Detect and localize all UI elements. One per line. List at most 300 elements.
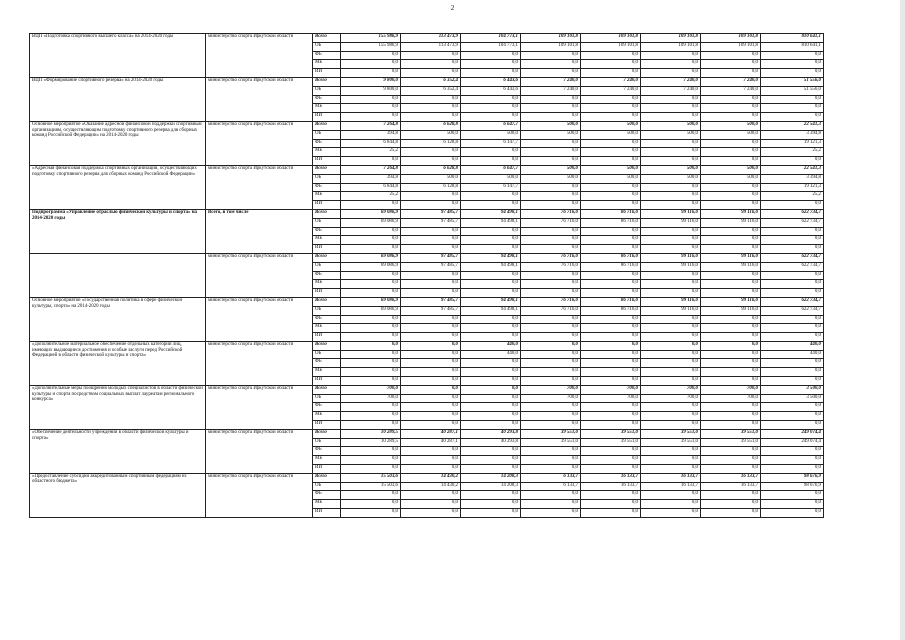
year-amount-cell: 0,0 [521,113,581,122]
year-amount-cell: 94 498,1 [461,297,521,306]
funding-source-cell: ФБ [313,95,341,104]
year-amount-cell: 0,0 [461,201,521,210]
total-amount-cell: 3 394,8 [761,174,824,183]
executor-cell: министерство спорта Иркутской области [206,34,313,78]
funding-source-cell: ИИ [313,157,341,166]
year-amount-cell: 0,0 [521,421,581,430]
year-amount-cell: 0,0 [521,456,581,465]
total-amount-cell: 0,0 [761,201,824,210]
funding-source-cell: ИИ [313,201,341,210]
year-amount-cell: 6 844,8 [341,183,401,192]
year-amount-cell: 99 116,0 [641,262,701,271]
year-amount-cell: 0,0 [581,289,641,298]
year-amount-cell: 0,0 [701,95,761,104]
year-amount-cell: 0,0 [401,500,461,509]
year-amount-cell: 0,0 [401,385,461,394]
year-amount-cell: 0,0 [581,157,641,166]
year-amount-cell: 0,0 [461,447,521,456]
year-amount-cell: 0,0 [521,183,581,192]
year-amount-cell: 113 473,9 [401,42,461,51]
year-amount-cell: 700,0 [521,394,581,403]
year-amount-cell: 0,0 [401,421,461,430]
year-amount-cell: 0,0 [401,236,461,245]
executor-cell: министерство спорта Иркутской области [206,429,313,473]
year-amount-cell: 104 773,1 [461,42,521,51]
year-amount-cell: 16 133,7 [641,482,701,491]
year-amount-cell: 0,0 [521,403,581,412]
year-amount-cell: 0,0 [701,271,761,280]
year-amount-cell: 0,0 [341,341,401,350]
year-amount-cell: 0,0 [461,368,521,377]
year-amount-cell: 69 086,9 [341,262,401,271]
year-amount-cell: 6 647,7 [461,165,521,174]
program-name-cell: Подпрограмма «Управление отраслью физической культуры и спорта» на 2014-2020 годы [30,209,206,253]
year-amount-cell: 76 716,0 [521,297,581,306]
year-amount-cell: 0,0 [401,271,461,280]
funding-source-cell: МБ [313,148,341,157]
year-amount-cell: 0,0 [641,104,701,113]
year-amount-cell: 0,0 [461,359,521,368]
year-amount-cell: 440,0 [461,341,521,350]
year-amount-cell: 0,0 [581,271,641,280]
year-amount-cell: 109 101,8 [701,34,761,43]
year-amount-cell: 0,0 [701,465,761,474]
year-amount-cell: 0,0 [701,341,761,350]
year-amount-cell: 0,0 [401,447,461,456]
year-amount-cell: 7 240,0 [521,77,581,86]
year-amount-cell: 0,0 [521,280,581,289]
year-amount-cell: 76 716,0 [521,218,581,227]
year-amount-cell: 0,0 [341,456,401,465]
year-amount-cell: 0,0 [401,412,461,421]
total-amount-cell: 810 641,1 [761,42,824,51]
funding-source-cell: ИИ [313,333,341,342]
year-amount-cell: 0,0 [521,412,581,421]
table-row [30,209,824,218]
year-amount-cell: 109 101,8 [581,42,641,51]
year-amount-cell: 0,0 [341,51,401,60]
year-amount-cell: 99 116,0 [701,306,761,315]
year-amount-cell: 7 240,0 [521,86,581,95]
funding-source-cell: МБ [313,280,341,289]
year-amount-cell: 0,0 [461,236,521,245]
year-amount-cell: 7 240,0 [581,77,641,86]
year-amount-cell: 0,0 [401,245,461,254]
year-amount-cell: 9 800,0 [341,86,401,95]
funding-source-cell: ФБ [313,447,341,456]
year-amount-cell: 7 264,8 [341,121,401,130]
year-amount-cell: 0,0 [581,51,641,60]
funding-source-cell: ФБ [313,403,341,412]
year-amount-cell: 0,0 [341,324,401,333]
year-amount-cell: 0,0 [701,236,761,245]
total-amount-cell: 0,0 [761,157,824,166]
year-amount-cell: 0,0 [461,324,521,333]
year-amount-cell: 0,0 [641,447,701,456]
year-amount-cell: 500,0 [581,130,641,139]
year-amount-cell: 7 240,0 [641,86,701,95]
year-amount-cell: 97 485,7 [401,306,461,315]
funding-source-cell: ОБ [313,174,341,183]
year-amount-cell: 7 240,0 [581,86,641,95]
year-amount-cell: 97 485,7 [401,253,461,262]
year-amount-cell: 0,0 [581,280,641,289]
funding-source-cell: Всего [313,297,341,306]
year-amount-cell: 0,0 [701,368,761,377]
total-amount-cell: 0,0 [761,447,824,456]
year-amount-cell: 16 133,7 [701,482,761,491]
year-amount-cell: 0,0 [341,201,401,210]
year-amount-cell: 0,0 [401,491,461,500]
year-amount-cell: 0,0 [701,324,761,333]
year-amount-cell: 0,0 [341,280,401,289]
total-amount-cell: 622 734,7 [761,218,824,227]
year-amount-cell: 86 716,0 [581,218,641,227]
year-amount-cell: 500,0 [701,174,761,183]
year-amount-cell: 0,0 [701,350,761,359]
year-amount-cell: 0,0 [641,333,701,342]
year-amount-cell: 0,0 [701,157,761,166]
year-amount-cell: 69 086,9 [341,209,401,218]
year-amount-cell: 16 133,7 [581,473,641,482]
year-amount-cell: 10 289,5 [341,438,401,447]
year-amount-cell: 700,0 [521,385,581,394]
executor-cell: Всего, в том числе [206,209,313,253]
year-amount-cell: 500,0 [581,165,641,174]
year-amount-cell: 500,0 [701,130,761,139]
year-amount-cell: 0,0 [701,359,761,368]
year-amount-cell: 0,0 [401,192,461,201]
funding-source-cell: МБ [313,192,341,201]
year-amount-cell: 0,0 [461,192,521,201]
year-amount-cell: 40 287,1 [401,438,461,447]
total-amount-cell: 0,0 [761,377,824,386]
year-amount-cell: 0,0 [341,359,401,368]
year-amount-cell: 0,0 [461,60,521,69]
year-amount-cell: 500,0 [581,174,641,183]
year-amount-cell: 0,0 [641,324,701,333]
year-amount-cell: 39 551,0 [641,429,701,438]
program-name-cell: «Предоставление субсидий аккредитованным спортивным федерациям из областного бюджета» [30,473,206,517]
year-amount-cell: 0,0 [701,412,761,421]
year-amount-cell: 0,0 [581,227,641,236]
year-amount-cell: 700,0 [641,385,701,394]
year-amount-cell: 0,0 [341,509,401,518]
year-amount-cell: 0,0 [641,456,701,465]
year-amount-cell: 86 716,0 [581,253,641,262]
year-amount-cell: 0,0 [701,315,761,324]
total-amount-cell: 0,0 [761,95,824,104]
year-amount-cell: 0,0 [461,509,521,518]
year-amount-cell: 0,0 [581,69,641,78]
year-amount-cell: 0,0 [581,192,641,201]
year-amount-cell: 0,0 [521,368,581,377]
year-amount-cell: 0,0 [581,104,641,113]
funding-source-cell: МБ [313,324,341,333]
year-amount-cell: 94 498,1 [461,262,521,271]
year-amount-cell: 500,0 [521,121,581,130]
year-amount-cell: 6 147,7 [461,139,521,148]
year-amount-cell: 500,0 [521,130,581,139]
funding-source-cell: ОБ [313,482,341,491]
year-amount-cell: 6 352,4 [401,86,461,95]
year-amount-cell: 500,0 [641,165,701,174]
executor-cell: министерство спорта Иркутской области [206,77,313,121]
total-amount-cell: 0,0 [761,368,824,377]
year-amount-cell: 0,0 [461,271,521,280]
year-amount-cell: 0,0 [641,403,701,412]
year-amount-cell: 0,0 [401,201,461,210]
year-amount-cell: 155 986,9 [341,42,401,51]
year-amount-cell: 0,0 [581,350,641,359]
year-amount-cell: 0,0 [461,104,521,113]
year-amount-cell: 0,0 [521,104,581,113]
year-amount-cell: 109 101,8 [641,34,701,43]
year-amount-cell: 94 498,1 [461,306,521,315]
total-amount-cell: 622 734,7 [761,253,824,262]
total-amount-cell: 3 500,0 [761,385,824,394]
year-amount-cell: 0,0 [401,324,461,333]
year-amount-cell: 0,0 [581,377,641,386]
year-amount-cell: 0,0 [701,280,761,289]
year-amount-cell: 99 116,0 [701,209,761,218]
year-amount-cell: 0,0 [701,509,761,518]
funding-source-cell: ИИ [313,509,341,518]
year-amount-cell: 0,0 [701,333,761,342]
year-amount-cell: 0,0 [701,245,761,254]
year-amount-cell: 500,0 [581,121,641,130]
year-amount-cell: 0,0 [461,69,521,78]
program-name-cell: «Дополнительное материальное обеспечение отдельных категорий лиц, имеющих выдающиеся достижения и особые заслуги перед Российской Федерацией в области физической культуры и спорта» [30,341,206,385]
year-amount-cell: 0,0 [581,421,641,430]
year-amount-cell: 40 293,8 [461,438,521,447]
year-amount-cell: 16 133,7 [581,482,641,491]
year-amount-cell: 0,0 [701,447,761,456]
funding-source-cell: ИИ [313,69,341,78]
year-amount-cell: 16 133,7 [641,473,701,482]
year-amount-cell: 0,0 [641,201,701,210]
program-name-cell: Основное мероприятие «Оказание адресной финансовой поддержки спортивным организациям, осуществляющим подготовку спортивного резерва для сборных команд Российской Федерации» на 2014-2020 годы [30,121,206,165]
year-amount-cell: 10 289,5 [341,429,401,438]
year-amount-cell: 97 485,7 [401,209,461,218]
year-amount-cell: 16 133,7 [701,473,761,482]
year-amount-cell: 40 287,1 [401,429,461,438]
total-amount-cell: 51 556,0 [761,86,824,95]
year-amount-cell: 0,0 [641,465,701,474]
year-amount-cell: 700,0 [581,385,641,394]
year-amount-cell: 39 551,0 [701,429,761,438]
year-amount-cell: 0,0 [341,245,401,254]
funding-source-cell: МБ [313,104,341,113]
year-amount-cell: 0,0 [341,315,401,324]
total-amount-cell: 51 556,0 [761,77,824,86]
year-amount-cell: 0,0 [521,324,581,333]
year-amount-cell: 0,0 [401,51,461,60]
year-amount-cell: 0,0 [521,69,581,78]
year-amount-cell: 0,0 [701,60,761,69]
year-amount-cell: 0,0 [581,491,641,500]
year-amount-cell: 104 773,1 [461,34,521,43]
year-amount-cell: 0,0 [701,377,761,386]
year-amount-cell: 76 716,0 [521,209,581,218]
total-amount-cell: 622 734,7 [761,262,824,271]
year-amount-cell: 0,0 [521,201,581,210]
year-amount-cell: 500,0 [461,130,521,139]
total-amount-cell: 440,0 [761,350,824,359]
total-amount-cell: 19 121,3 [761,183,824,192]
funding-source-cell: Всего [313,385,341,394]
year-amount-cell: 0,0 [701,69,761,78]
year-amount-cell: 0,0 [581,113,641,122]
year-amount-cell: 500,0 [641,121,701,130]
year-amount-cell: 0,0 [521,465,581,474]
year-amount-cell: 0,0 [581,412,641,421]
year-amount-cell: 0,0 [641,491,701,500]
year-amount-cell: 0,0 [521,192,581,201]
scan-edge [900,0,905,640]
year-amount-cell: 700,0 [341,385,401,394]
year-amount-cell: 0,0 [461,113,521,122]
total-amount-cell: 25,2 [761,148,824,157]
table-row [30,77,824,86]
year-amount-cell: 0,0 [521,148,581,157]
funding-source-cell: ФБ [313,315,341,324]
year-amount-cell: 0,0 [641,421,701,430]
year-amount-cell: 109 101,8 [521,34,581,43]
year-amount-cell: 0,0 [641,245,701,254]
year-amount-cell: 109 101,8 [701,42,761,51]
year-amount-cell: 0,0 [641,509,701,518]
table-row [30,473,824,482]
year-amount-cell: 0,0 [521,341,581,350]
year-amount-cell: 0,0 [521,491,581,500]
executor-cell: министерство спорта Иркутской области [206,253,313,297]
program-name-cell: «Обеспечение деятельности учреждений в области физической культуры и спорта» [30,429,206,473]
year-amount-cell: 25,2 [341,148,401,157]
year-amount-cell: 0,0 [461,95,521,104]
table-row [30,429,824,438]
total-amount-cell: 0,0 [761,289,824,298]
year-amount-cell: 0,0 [641,69,701,78]
year-amount-cell: 700,0 [701,385,761,394]
year-amount-cell: 0,0 [641,192,701,201]
program-name-cell: ВЦП «Формирование спортивного резерва» на 2014-2020 годы [30,77,206,121]
year-amount-cell: 0,0 [521,333,581,342]
year-amount-cell: 0,0 [701,491,761,500]
year-amount-cell: 0,0 [401,95,461,104]
year-amount-cell: 0,0 [701,148,761,157]
year-amount-cell: 0,0 [641,183,701,192]
executor-cell: министерство спорта Иркутской области [206,165,313,209]
year-amount-cell: 700,0 [641,394,701,403]
total-amount-cell: 22 541,3 [761,121,824,130]
year-amount-cell: 500,0 [701,165,761,174]
year-amount-cell: 7 240,0 [641,77,701,86]
year-amount-cell: 0,0 [641,341,701,350]
year-amount-cell: 0,0 [341,271,401,280]
year-amount-cell: 0,0 [341,412,401,421]
total-amount-cell: 0,0 [761,51,824,60]
year-amount-cell: 0,0 [401,359,461,368]
year-amount-cell: 0,0 [341,157,401,166]
year-amount-cell: 97 485,7 [401,262,461,271]
total-amount-cell: 622 734,7 [761,306,824,315]
year-amount-cell: 94 498,1 [461,209,521,218]
year-amount-cell: 0,0 [521,289,581,298]
year-amount-cell: 0,0 [641,236,701,245]
year-amount-cell: 394,8 [341,174,401,183]
year-amount-cell: 0,0 [461,377,521,386]
total-amount-cell: 0,0 [761,359,824,368]
year-amount-cell: 0,0 [341,491,401,500]
year-amount-cell: 155 986,9 [341,34,401,43]
total-amount-cell: 0,0 [761,500,824,509]
year-amount-cell: 0,0 [521,500,581,509]
year-amount-cell: 0,0 [461,280,521,289]
total-amount-cell: 19 121,3 [761,139,824,148]
year-amount-cell: 0,0 [581,465,641,474]
year-amount-cell: 109 101,8 [521,42,581,51]
executor-cell: министерство спорта Иркутской области [206,121,313,165]
year-amount-cell: 0,0 [521,245,581,254]
year-amount-cell: 0,0 [701,51,761,60]
year-amount-cell: 14 208,3 [461,473,521,482]
year-amount-cell: 6 147,7 [461,183,521,192]
year-amount-cell: 0,0 [581,456,641,465]
year-amount-cell: 0,0 [401,377,461,386]
executor-cell: министерство спорта Иркутской области [206,297,313,341]
executor-cell: министерство спорта Иркутской области [206,385,313,429]
total-amount-cell: 3 394,8 [761,130,824,139]
year-amount-cell: 99 116,0 [641,209,701,218]
table-row [30,385,824,394]
funding-source-cell: МБ [313,456,341,465]
total-amount-cell: 0,0 [761,60,824,69]
total-amount-cell: 0,0 [761,236,824,245]
year-amount-cell: 0,0 [581,201,641,210]
year-amount-cell: 0,0 [701,289,761,298]
program-name-cell [30,253,206,297]
year-amount-cell: 15 503,6 [341,473,401,482]
year-amount-cell: 394,8 [341,130,401,139]
program-name-cell: «Адресная финансовая поддержка спортивных организаций, осуществляющих подготовку спортивного резерва для сборных команд Российской Федерации» [30,165,206,209]
year-amount-cell: 0,0 [641,271,701,280]
year-amount-cell: 14 430,2 [401,482,461,491]
year-amount-cell: 0,0 [401,60,461,69]
funding-source-cell: Всего [313,209,341,218]
total-amount-cell: 0,0 [761,456,824,465]
year-amount-cell: 97 485,7 [401,218,461,227]
funding-source-cell: ФБ [313,271,341,280]
year-amount-cell: 25,2 [341,192,401,201]
year-amount-cell: 0,0 [461,51,521,60]
year-amount-cell: 0,0 [641,148,701,157]
year-amount-cell: 0,0 [341,421,401,430]
year-amount-cell: 0,0 [701,456,761,465]
total-amount-cell: 0,0 [761,412,824,421]
year-amount-cell: 15 503,6 [341,482,401,491]
year-amount-cell: 6 352,4 [401,77,461,86]
funding-source-cell: МБ [313,500,341,509]
funding-source-cell: МБ [313,412,341,421]
year-amount-cell: 500,0 [401,174,461,183]
year-amount-cell: 40 293,8 [461,429,521,438]
funding-source-cell: ОБ [313,130,341,139]
year-amount-cell: 700,0 [701,394,761,403]
year-amount-cell: 0,0 [461,412,521,421]
year-amount-cell: 0,0 [641,500,701,509]
year-amount-cell: 39 551,0 [581,429,641,438]
